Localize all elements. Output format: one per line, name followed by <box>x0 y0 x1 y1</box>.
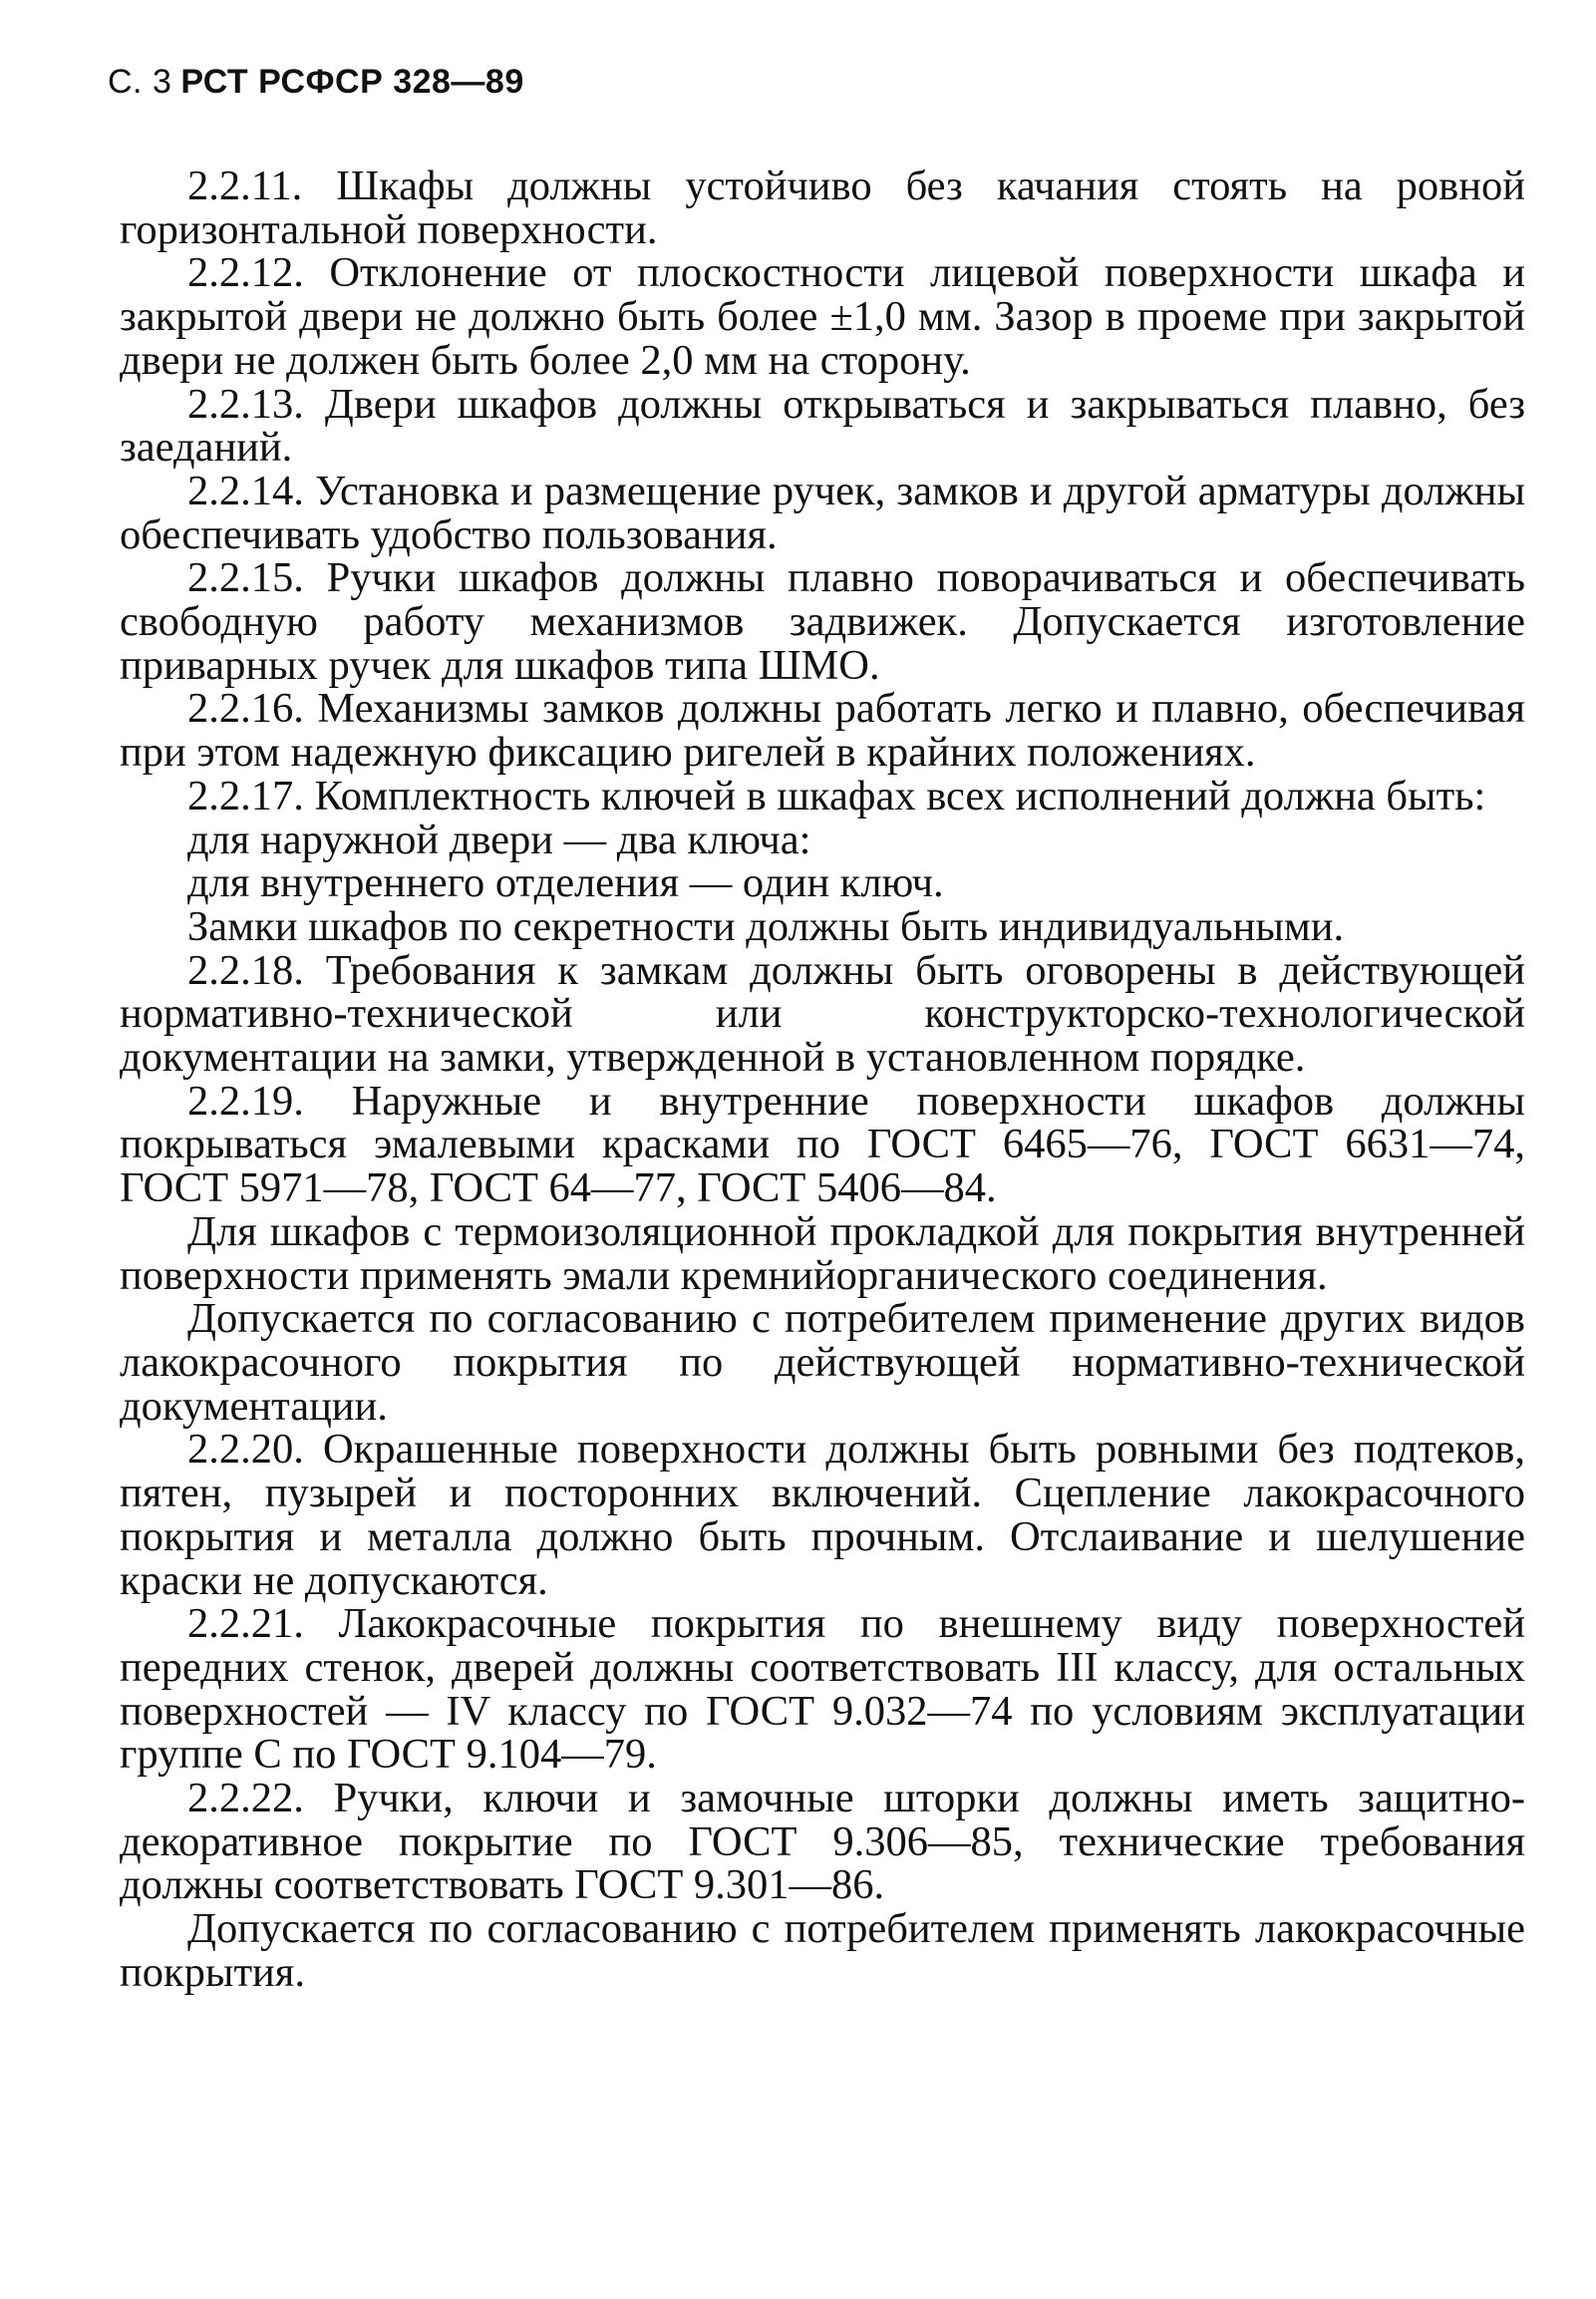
paragraph-2-2-16: 2.2.16. Механизмы замков должны работать легко и плавно, обеспечивая при этом надежную фиксацию ригелей в крайних положениях. <box>120 685 1525 777</box>
paragraph-paint-coatings: Допускается по согласованию с потребителем применять лакокрасочные покрытия. <box>120 1905 1525 1996</box>
list-item-outer-door-keys: для наружной двери — два ключа: <box>187 816 811 863</box>
paragraph-2-2-19: 2.2.19. Наружные и внутренние поверхности шкафов должны покрываться эмалевыми красками по ГОСТ 6465—76, ГОСТ 6631—74, ГОСТ 5971—78, ГОСТ 64—77, ГОСТ 5406—84. <box>120 1077 1525 1212</box>
paragraph-2-2-11: 2.2.11. Шкафы должны устойчиво без качания стоять на ровной горизонтальной поверхности. <box>120 163 1525 253</box>
paragraph-2-2-21: 2.2.21. Лакокрасочные покрытия по внешнему виду поверхностей передних стенок, дверей должны соответствовать III классу, для остальных поверхностей — IV классу по ГОСТ 9.032—74 по условиям эксплуатации группе С по ГОСТ 9.104—79. <box>120 1600 1525 1779</box>
paragraph-2-2-12: 2.2.12. Отклонение от плоскостности лицевой поверхности шкафа и закрытой двери не должно быть более ±1,0 мм. Зазор в проеме при закрытой двери не должен быть более 2,0 мм на сторону. <box>120 249 1525 384</box>
paragraph-thermal-insulation: Для шкафов с термоизоляционной прокладкой для покрытия внутренней поверхности применять эмали кремнийорганического соединения. <box>120 1207 1525 1299</box>
paragraph-2-2-18: 2.2.18. Требования к замкам должны быть оговорены в действующей нормативно-технической или конструкторско-технологической документации на замки, утвержденной в установленном порядке. <box>120 946 1525 1082</box>
list-item-inner-compartment-keys: для внутреннего отделения — один ключ. <box>187 859 944 907</box>
paragraph-2-2-15: 2.2.15. Ручки шкафов должны плавно поворачиваться и обеспечивать свободную работу механизмов задвижек. Допускается изготовление приварных ручек для шкафов типа ШМО. <box>120 554 1525 689</box>
document-body <box>120 164 1525 1995</box>
paragraph-2-2-17: 2.2.17. Комплектность ключей в шкафах всех исполнений должна быть: <box>187 772 1486 820</box>
page-header <box>108 62 524 103</box>
paragraph-2-2-14: 2.2.14. Установка и размещение ручек, замков и другой арматуры должны обеспечивать удобство пользования. <box>120 467 1525 558</box>
page-number: С. 3 <box>108 63 172 101</box>
paragraph-other-coatings: Допускается по согласованию с потребителем применение других видов лакокрасочного покрытия по действующей нормативно-технической документации. <box>120 1295 1525 1430</box>
paragraph-lock-secrecy: Замки шкафов по секретности должны быть индивидуальными. <box>187 902 1345 950</box>
paragraph-2-2-20: 2.2.20. Окрашенные поверхности должны быть ровными без подтеков, пятен, пузырей и посторонних включений. Сцепление лакокрасочного покрытия и металла должно быть прочным. Отслаивание и шелушение краски не допускаются. <box>120 1426 1525 1604</box>
paragraph-2-2-13: 2.2.13. Двери шкафов должны открываться и закрываться плавно, без заеданий. <box>120 380 1525 472</box>
standard-designation: РСТ РСФСР 328—89 <box>180 63 524 101</box>
paragraph-2-2-22: 2.2.22. Ручки, ключи и замочные шторки должны иметь защитно-декоративное покрытие по ГОСТ 9.306—85, технические требования должны соответствовать ГОСТ 9.301—86. <box>120 1775 1525 1909</box>
